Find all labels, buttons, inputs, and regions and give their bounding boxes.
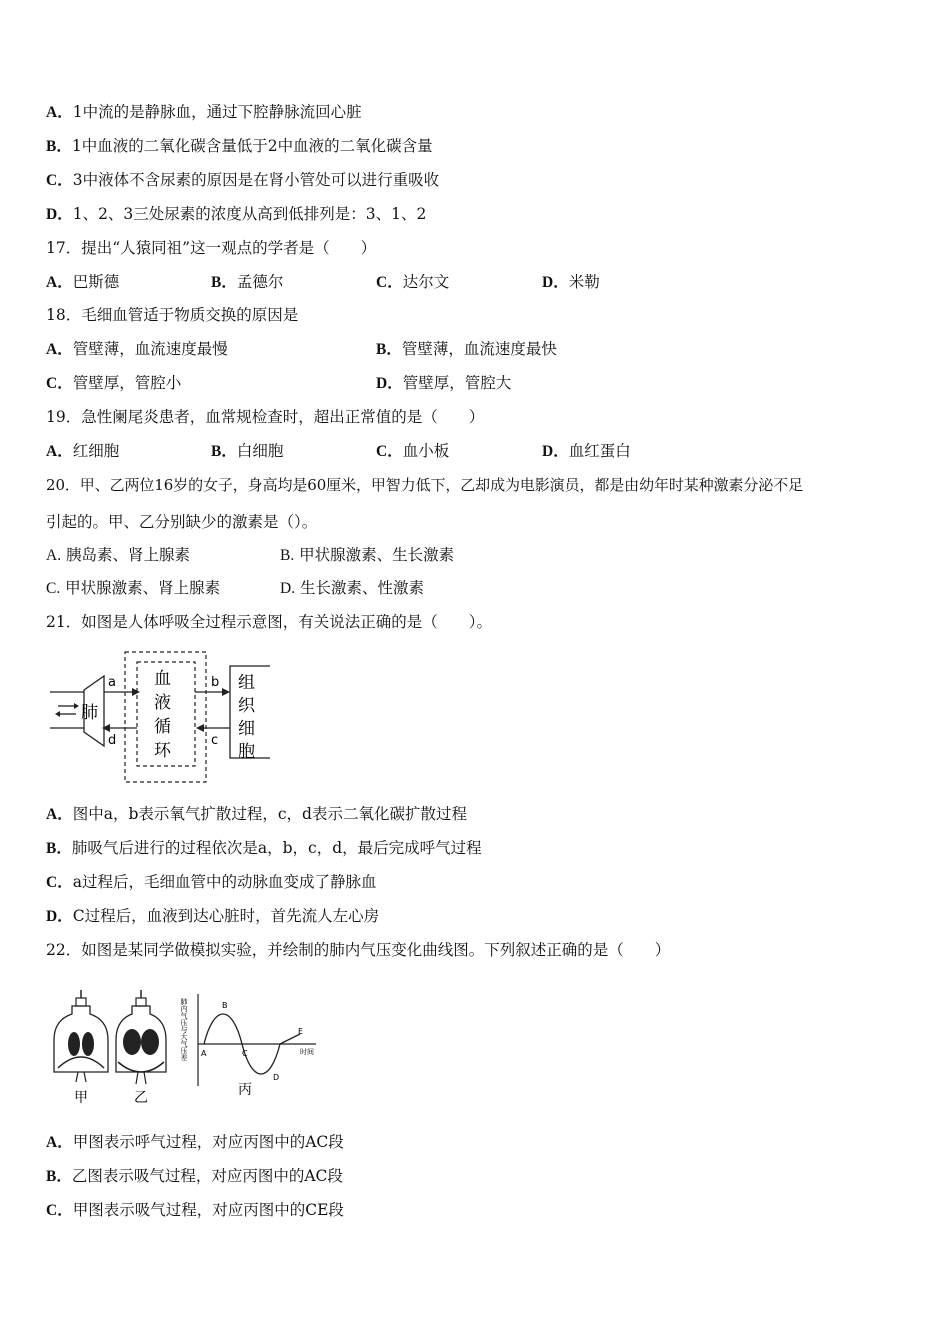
q22-option-b: [46, 1165, 343, 1188]
option-letter: D．: [542, 274, 569, 291]
jar-body: [54, 1006, 108, 1072]
option-text: 管壁厚，管腔小: [72, 374, 182, 392]
point-a-label: A: [201, 1049, 207, 1058]
option-letter: B．: [46, 138, 72, 155]
q16-option-d: [46, 203, 426, 226]
pull-string: [76, 1072, 78, 1082]
option-letter: A．: [46, 443, 73, 460]
q17-option-a: [46, 271, 119, 294]
blood-char-2: 液: [154, 693, 171, 713]
lung-label: 肺: [81, 703, 98, 723]
q20-options-row1: [46, 544, 906, 566]
q16-option-b: [46, 135, 433, 158]
option-text: 孟德尔: [236, 273, 284, 291]
option-text: 管壁厚，管腔大: [402, 374, 512, 392]
bell-jar-yi: [116, 990, 166, 1106]
option-letter: B．: [211, 443, 237, 460]
option-text: 甲状腺激素、生长激素: [299, 546, 455, 564]
jar-stopper: [136, 998, 146, 1006]
q20-option-c: [46, 577, 220, 600]
option-letter: D．: [46, 206, 73, 223]
option-letter: C．: [376, 274, 403, 291]
label-c: c: [211, 733, 219, 748]
q21-option-a: [46, 803, 467, 826]
balloon-left: [123, 1029, 141, 1055]
point-b-label: B: [222, 1001, 228, 1010]
option-text: 3中液体不含尿素的原因是在肾小管处可以进行重吸收: [72, 171, 440, 189]
pull-string: [84, 1072, 86, 1082]
y-axis-label: 肺内气压与大气压差: [180, 998, 188, 1061]
option-text: 1中流的是静脉血，通过下腔静脉流回心脏: [72, 103, 362, 121]
q17-options: [46, 271, 906, 293]
option-letter: C．: [46, 172, 73, 189]
option-text: 米勒: [568, 273, 600, 291]
q17-option-b: [211, 271, 283, 294]
q20-option-d: [280, 577, 424, 600]
point-c-label: C: [242, 1049, 248, 1058]
q19-stem: 19．急性阑尾炎患者，血常规检查时，超出正常值的是（ ）: [46, 408, 485, 426]
q17-option-c: [376, 271, 449, 294]
option-letter: D.: [280, 580, 296, 597]
option-letter: A．: [46, 1134, 73, 1151]
q21-option-c: [46, 871, 376, 894]
option-text: 白细胞: [236, 442, 284, 460]
option-letter: D．: [376, 375, 403, 392]
q20-option-b: [280, 544, 454, 567]
q17-stem: 17．提出“人猿同祖”这一观点的学者是（ ）: [46, 239, 377, 257]
option-text: 甲图表示呼气过程，对应丙图中的AC段: [72, 1133, 344, 1151]
option-letter: A.: [46, 547, 62, 564]
option-text: 红细胞: [72, 442, 120, 460]
point-d-label: D: [273, 1073, 280, 1082]
option-text: 1中血液的二氧化碳含量低于2中血液的二氧化碳含量: [71, 137, 433, 155]
q21-option-b: [46, 837, 482, 860]
blood-char-3: 循: [154, 717, 171, 737]
option-text: 达尔文: [402, 273, 450, 291]
q19-option-c: [376, 440, 449, 463]
lung-arrowhead-in: [74, 703, 79, 709]
q18-option-d: [376, 372, 511, 395]
q16-option-c: [46, 169, 439, 192]
option-text: 甲图表示吸气过程，对应丙图中的CE段: [72, 1201, 344, 1219]
bell-jar-jia: [54, 990, 108, 1106]
point-e-label: E: [298, 1027, 304, 1036]
q18-option-c: [46, 372, 181, 395]
q18-options-row2: [46, 372, 906, 394]
option-text: 生长激素、性激素: [300, 579, 425, 597]
q16-option-a: [46, 101, 362, 124]
option-text: a过程后，毛细血管中的动脉血变成了静脉血: [72, 873, 377, 891]
balloon-left: [68, 1032, 80, 1056]
label-d: d: [108, 733, 117, 748]
jar-stopper: [76, 998, 86, 1006]
option-text: 管壁薄，血流速度最慢: [72, 340, 228, 358]
diaphragm: [58, 1057, 104, 1068]
pull-string: [136, 1072, 138, 1084]
q19-options: [46, 440, 906, 462]
option-text: C过程后，血液到达心脏时，首先流人左心房: [72, 907, 380, 925]
option-letter: A．: [46, 104, 73, 121]
q19-option-b: [211, 440, 283, 463]
option-letter: D．: [46, 908, 73, 925]
option-letter: A．: [46, 274, 73, 291]
option-text: 巴斯德: [72, 273, 120, 291]
option-letter: C.: [46, 580, 61, 597]
q22-option-a: [46, 1131, 344, 1154]
blood-char-1: 血: [154, 669, 171, 689]
q20-options-row2: [46, 577, 906, 599]
option-text: 图中a，b表示氧气扩散过程，c，d表示二氧化碳扩散过程: [72, 805, 467, 823]
tissue-char-2: 织: [238, 696, 255, 716]
q19-option-a: [46, 440, 119, 463]
q17-option-d: [542, 271, 600, 294]
q18-option-a: [46, 338, 228, 361]
pull-string: [144, 1072, 146, 1084]
option-text: 1、2、3三处尿素的浓度从高到低排列是：3、1、2: [72, 205, 427, 223]
pressure-graph: [180, 994, 316, 1098]
tissue-char-3: 细: [238, 719, 255, 739]
q21-option-d: [46, 905, 379, 928]
tissue-char-4: 胞: [238, 742, 255, 762]
q22-stem: 22．如图是某同学做模拟实验，并绘制的肺内气压变化曲线图。下列叙述正确的是（ ）: [46, 941, 671, 959]
x-axis-label: 时间: [300, 1048, 314, 1056]
lung-model-figure: [46, 986, 336, 1106]
option-letter: D．: [542, 443, 569, 460]
option-text: 乙图表示吸气过程，对应丙图中的AC段: [71, 1167, 343, 1185]
respiration-diagram: [46, 648, 286, 786]
option-letter: B.: [280, 547, 295, 564]
balloon-right: [82, 1032, 94, 1056]
label-jia: 甲: [74, 1090, 88, 1106]
balloon-right: [141, 1029, 159, 1055]
arrowhead-b: [222, 688, 230, 696]
option-text: 血红蛋白: [568, 442, 631, 460]
option-text: 管壁薄，血流速度最快: [401, 340, 557, 358]
q20-option-a: [46, 544, 190, 567]
arrowhead-c: [196, 724, 204, 732]
q18-stem: 18．毛细血管适于物质交换的原因是: [46, 306, 299, 324]
option-letter: C．: [46, 1202, 73, 1219]
q21-stem: 21．如图是人体呼吸全过程示意图，有关说法正确的是（ ）。: [46, 613, 492, 631]
q20-stem-line1: 20．甲、乙两位16岁的女子，身高均是60厘米，甲智力低下，乙却成为电影演员，都是由幼年时某种激素分泌不足: [46, 476, 803, 494]
option-text: 甲状腺激素、肾上腺素: [65, 579, 221, 597]
option-text: 胰岛素、肾上腺素: [66, 546, 191, 564]
option-text: 肺吸气后进行的过程依次是a，b，c，d，最后完成呼气过程: [71, 839, 482, 857]
label-b: b: [211, 675, 220, 690]
option-letter: B．: [211, 274, 237, 291]
q20-stem-line2: 引起的。甲、乙分别缺少的激素是（）。: [46, 513, 318, 531]
option-letter: A．: [46, 341, 73, 358]
arrowhead-d: [102, 724, 110, 732]
label-yi: 乙: [134, 1090, 148, 1106]
label-a: a: [108, 675, 116, 690]
option-letter: C．: [46, 874, 73, 891]
diaphragm: [118, 1062, 164, 1072]
option-letter: A．: [46, 806, 73, 823]
option-letter: B．: [46, 1168, 72, 1185]
option-text: 血小板: [402, 442, 450, 460]
option-letter: B．: [376, 341, 402, 358]
arrowhead-a: [132, 688, 140, 696]
option-letter: C．: [376, 443, 403, 460]
q18-option-b: [376, 338, 557, 361]
option-letter: C．: [46, 375, 73, 392]
q18-options-row1: [46, 338, 906, 360]
q22-option-c: [46, 1199, 344, 1222]
blood-char-4: 环: [154, 741, 171, 761]
tissue-char-1: 组: [238, 673, 255, 693]
label-bing: 丙: [238, 1082, 252, 1098]
lung-arrowhead-out: [55, 711, 60, 717]
q19-option-d: [542, 440, 631, 463]
option-letter: B．: [46, 840, 72, 857]
